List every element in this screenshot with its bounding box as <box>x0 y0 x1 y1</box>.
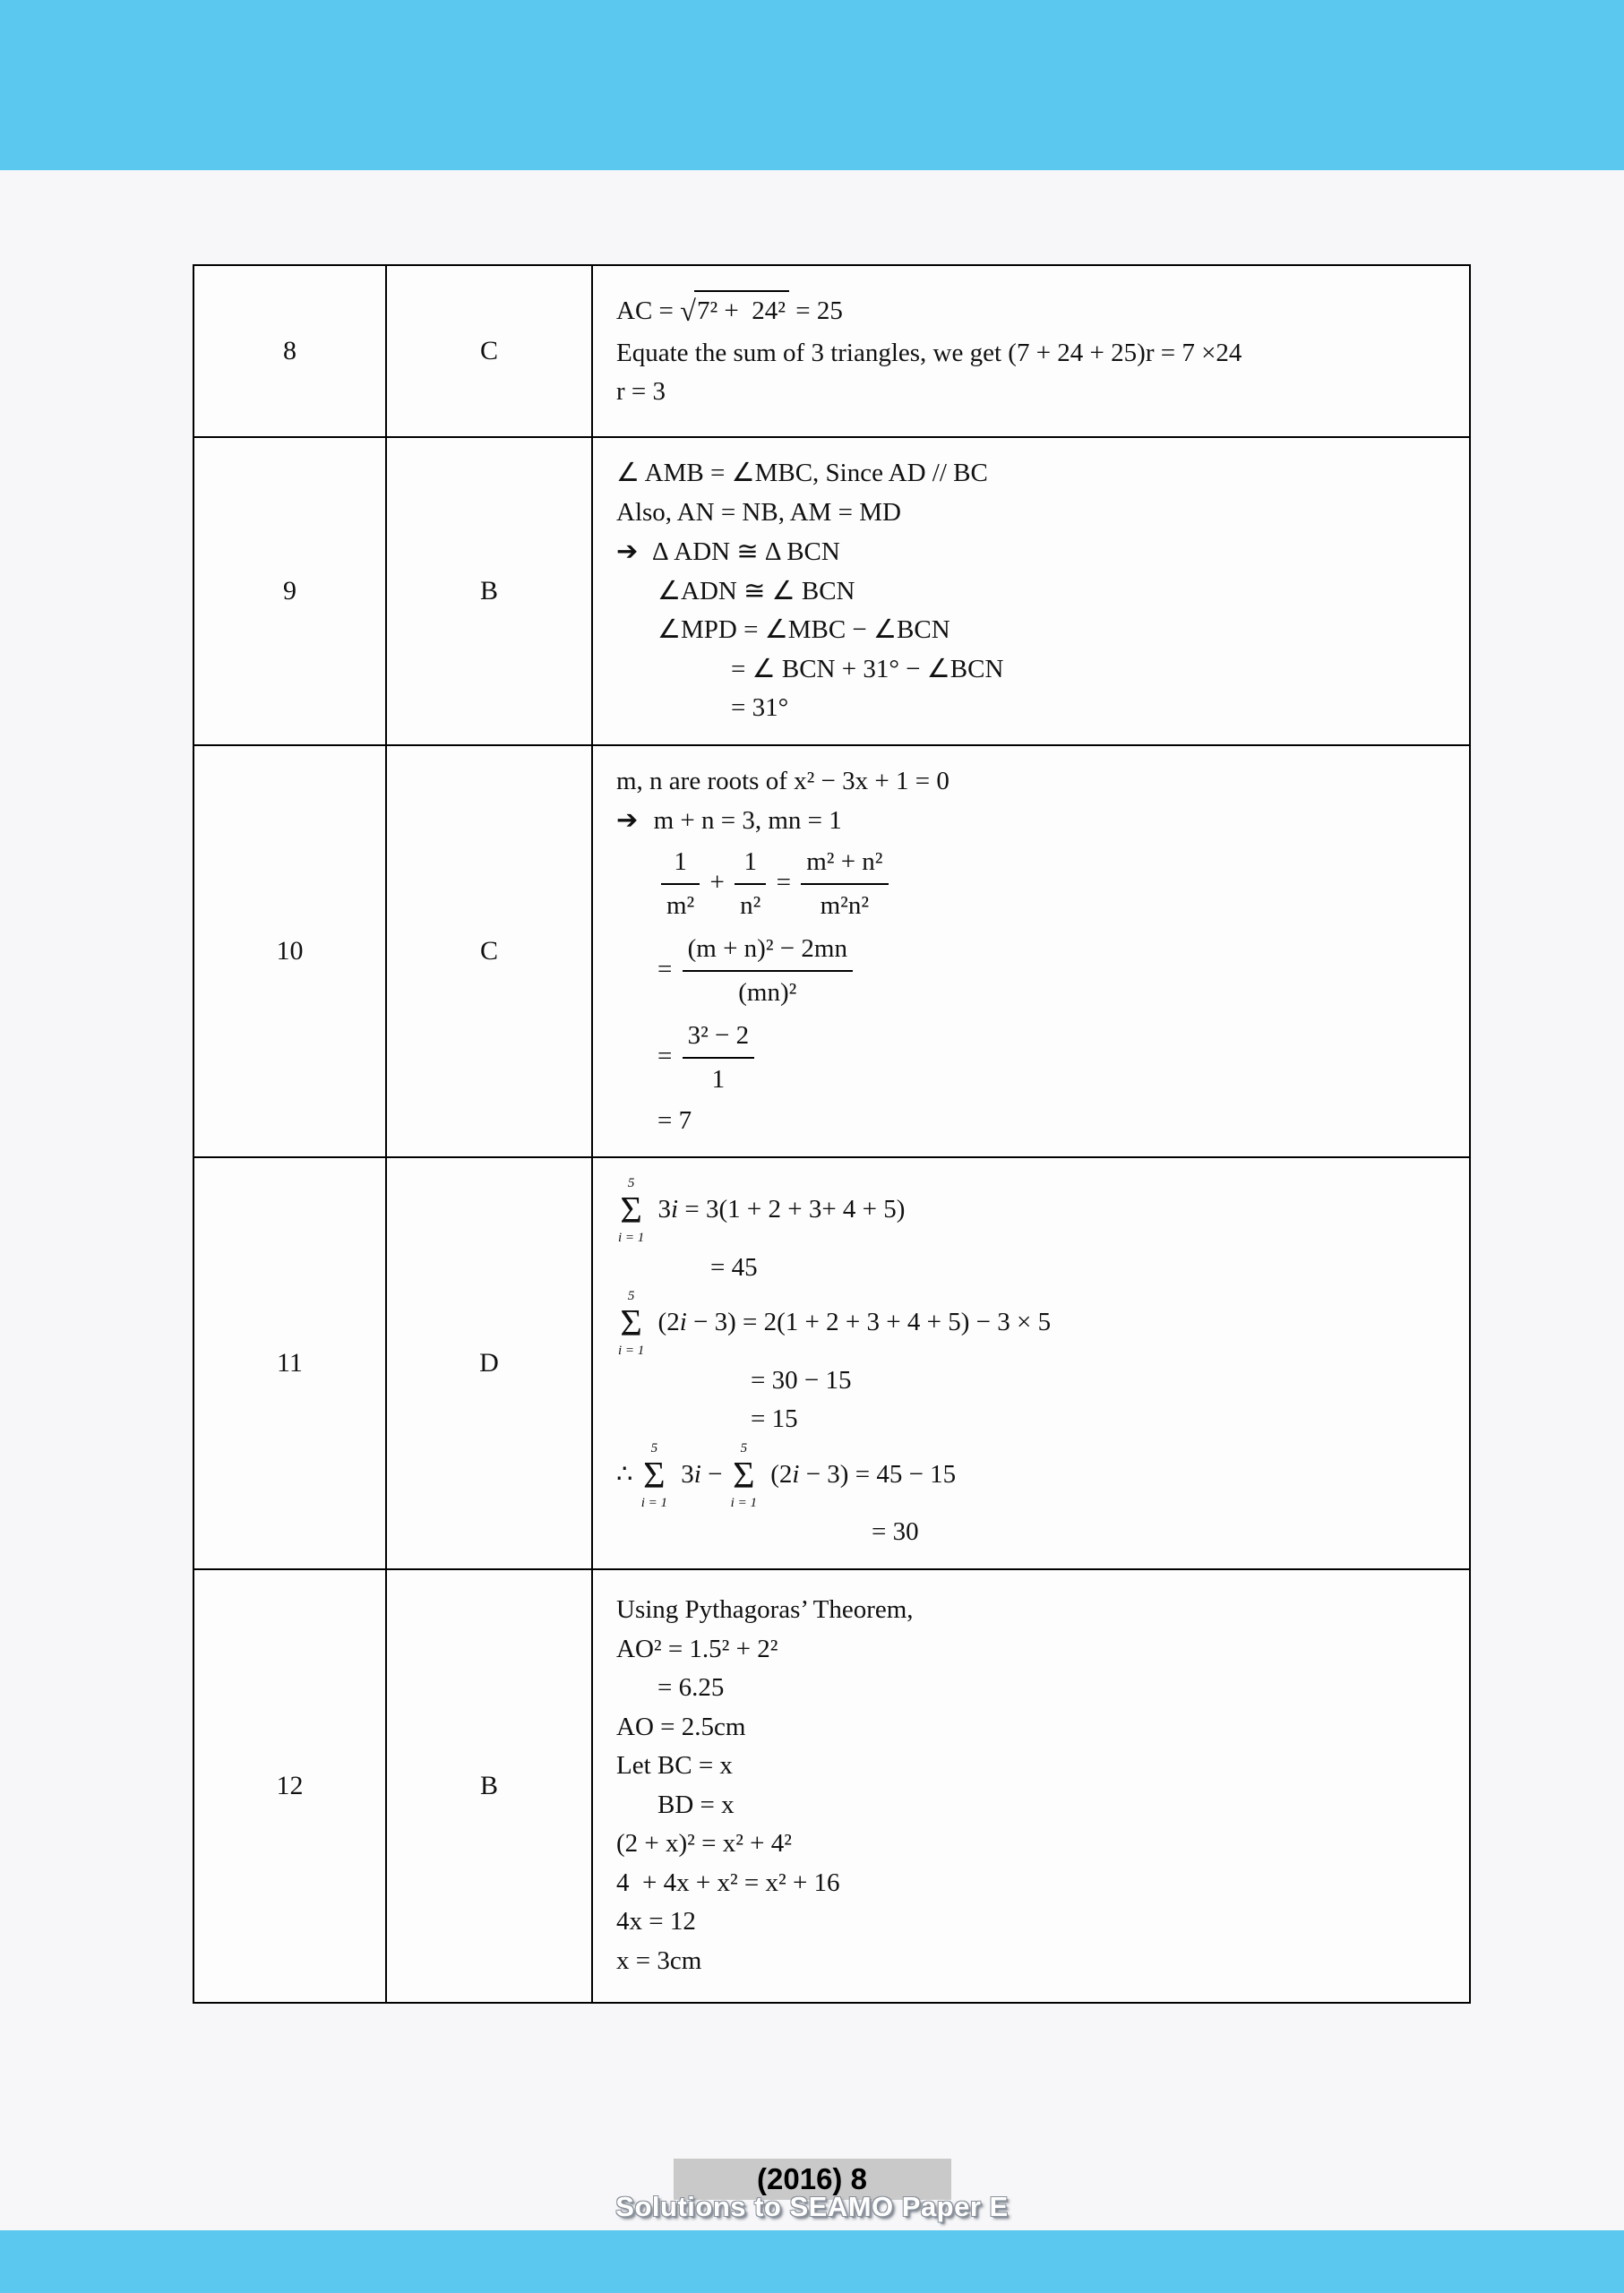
math-text: = 3(1 + 2 + 3+ 4 + 5) <box>678 1194 906 1224</box>
fraction <box>735 843 766 926</box>
math-text: 3² − 2 <box>687 1020 750 1050</box>
summation <box>618 1289 644 1360</box>
math-text: Δ ADN ≅ Δ BCN <box>647 537 840 566</box>
solution-line <box>616 532 1448 572</box>
solution-line <box>616 762 1448 802</box>
math-text: r = 3 <box>616 377 666 407</box>
math-text: = 45 <box>710 1252 758 1282</box>
math-text: AC = <box>616 296 681 326</box>
summation <box>731 1441 757 1512</box>
math-text: (2 + x)² = x² + 4² <box>616 1829 792 1859</box>
fraction-denominator <box>801 885 888 926</box>
math-text: 4x = 12 <box>616 1907 696 1937</box>
solution-cell <box>592 265 1470 437</box>
math-text: = <box>657 1041 679 1070</box>
fraction-numerator <box>661 843 700 886</box>
table-row <box>193 1569 1470 2003</box>
solution-cell <box>592 745 1470 1158</box>
math-text: − 3) = 2(1 + 2 + 3 + 4 + 5) − 3 × 5 <box>686 1308 1052 1337</box>
math-text: + <box>703 867 732 897</box>
math-text: 1 <box>674 846 687 876</box>
answer-cell: B <box>386 1569 592 2003</box>
math-text: Also, AN = NB, AM = MD <box>616 497 901 527</box>
question-number-cell: 12 <box>193 1569 386 2003</box>
solution-line <box>657 841 1448 928</box>
summation <box>641 1441 667 1512</box>
solution-line <box>616 1864 1448 1903</box>
solution-line <box>751 1361 1448 1401</box>
math-variable: i <box>679 1308 687 1337</box>
summation-lower-limit: i = 1 <box>640 1496 667 1511</box>
math-text: − 3) = 45 − 15 <box>799 1459 957 1489</box>
sigma-icon: Σ <box>620 1190 642 1232</box>
math-text: Equate the sum of 3 triangles, we get (7 + 24 + 25)r = 7 ×24 <box>616 338 1242 367</box>
question-number-cell: 11 <box>193 1157 386 1569</box>
math-text: m² + n² <box>806 846 883 876</box>
summation-upper-limit: 5 <box>627 1176 635 1190</box>
solution-line <box>616 1902 1448 1942</box>
math-text: = 7 <box>657 1105 692 1135</box>
solution-cell <box>592 437 1470 745</box>
math-text: ∠MPD = ∠MBC − ∠BCN <box>657 615 950 644</box>
sigma-icon: Σ <box>620 1303 642 1345</box>
fraction-denominator <box>683 972 853 1013</box>
solution-line <box>657 611 1448 650</box>
solution-cell <box>592 1569 1470 2003</box>
math-text: ∠ADN ≅ ∠ BCN <box>657 576 855 605</box>
solution-line <box>657 572 1448 612</box>
solutions-table <box>193 264 1471 2004</box>
math-variable: i <box>671 1194 679 1224</box>
solution-line <box>616 1591 1448 1630</box>
answer-cell: C <box>386 745 592 1158</box>
math-text: m²n² <box>820 891 870 920</box>
fraction <box>801 843 888 926</box>
solution-line <box>731 689 1448 728</box>
solution-line <box>616 1630 1448 1670</box>
math-text: 4 + 4x + x² = x² + 16 <box>616 1868 840 1897</box>
solution-line <box>616 1174 1448 1249</box>
math-text: 3 <box>651 1194 672 1224</box>
fraction-numerator <box>683 1017 755 1060</box>
solution-line <box>616 1287 1448 1361</box>
fraction <box>661 843 700 926</box>
math-text: AO² = 1.5² + 2² <box>616 1634 778 1663</box>
math-text: = 30 − 15 <box>751 1365 852 1395</box>
solution-line <box>657 1102 1448 1141</box>
solution-line <box>657 1786 1448 1825</box>
answer-cell: B <box>386 437 592 745</box>
summation-lower-limit: i = 1 <box>730 1496 757 1511</box>
summation-upper-limit: 5 <box>650 1440 658 1456</box>
math-text: AO = 2.5cm <box>616 1712 746 1741</box>
math-text: (m + n)² − 2mn <box>687 933 847 963</box>
math-text: 1 <box>711 1065 726 1094</box>
math-text: − <box>700 1459 729 1489</box>
solution-line <box>657 928 1448 1015</box>
solution-line <box>616 290 1448 334</box>
solutions-table-body <box>193 265 1470 2003</box>
fraction-numerator <box>683 930 853 973</box>
footer-reference: (2016) 8 <box>757 2162 867 2195</box>
math-text: 7² + 24² <box>696 296 786 326</box>
math-text: m, n are roots of x² − 3x + 1 = 0 <box>616 766 949 795</box>
math-text: = <box>657 954 679 983</box>
square-root <box>680 290 789 334</box>
question-number-cell: 8 <box>193 265 386 437</box>
summation-lower-limit: i = 1 <box>618 1344 645 1359</box>
math-text: ∠ AMB = ∠MBC, Since AD // BC <box>616 459 988 487</box>
table-row <box>193 437 1470 745</box>
solution-line <box>616 494 1448 533</box>
math-text: Let BC = x <box>616 1751 733 1781</box>
answer-cell: D <box>386 1157 592 1569</box>
table-row <box>193 745 1470 1158</box>
fraction-denominator <box>661 885 700 926</box>
table-row <box>193 265 1470 437</box>
math-variable: i <box>693 1459 701 1489</box>
fraction <box>683 1017 755 1100</box>
math-text: = 31° <box>731 693 789 722</box>
arrow-icon: ➔ <box>616 536 639 566</box>
math-text: n² <box>740 891 761 920</box>
arrow-icon: ➔ <box>616 804 639 835</box>
fraction-denominator <box>683 1059 755 1100</box>
solution-cell <box>592 1157 1470 1569</box>
fraction-denominator <box>735 885 766 926</box>
solution-line <box>616 1747 1448 1786</box>
answer-cell: C <box>386 265 592 437</box>
solution-line <box>616 373 1448 412</box>
fraction <box>683 930 853 1013</box>
solution-line <box>616 1942 1448 1981</box>
solution-line <box>872 1513 1448 1552</box>
solution-line <box>616 1708 1448 1748</box>
math-text: = ∠ BCN + 31° − ∠BCN <box>731 654 1004 683</box>
solution-line <box>657 1669 1448 1708</box>
solution-line <box>657 1015 1448 1102</box>
math-text: 3 <box>675 1459 694 1489</box>
solution-line <box>751 1400 1448 1439</box>
sigma-icon: Σ <box>733 1455 755 1497</box>
solution-line <box>731 650 1448 690</box>
math-text: Using Pythagoras’ Theorem, <box>616 1595 914 1625</box>
solution-line <box>616 454 1448 494</box>
solution-line <box>710 1249 1448 1288</box>
summation-lower-limit: i = 1 <box>618 1231 645 1246</box>
table-row <box>193 1157 1470 1569</box>
solution-line <box>616 1439 1448 1514</box>
radicand <box>694 290 789 331</box>
question-number-cell: 9 <box>193 437 386 745</box>
math-variable: i <box>792 1459 800 1489</box>
math-text: = <box>769 867 798 897</box>
radical-sign-icon: √ <box>680 296 696 329</box>
bottom-band <box>0 2230 1624 2293</box>
summation-upper-limit: 5 <box>627 1289 635 1304</box>
math-text: = 30 <box>872 1517 919 1547</box>
math-text: = 15 <box>751 1404 798 1434</box>
math-text: (2 <box>651 1308 680 1337</box>
math-text: m + n = 3, mn = 1 <box>647 806 842 835</box>
summation-upper-limit: 5 <box>740 1440 748 1456</box>
math-text: m² <box>666 891 695 920</box>
math-text: = 25 <box>788 296 843 326</box>
sigma-icon: Σ <box>643 1455 666 1497</box>
footer-title: Solutions to SEAMO Paper E <box>615 2191 1009 2222</box>
math-text: (2 <box>763 1459 793 1489</box>
solution-line <box>616 1825 1448 1864</box>
math-text: BD = x <box>657 1790 735 1819</box>
question-number-cell: 10 <box>193 745 386 1158</box>
solution-line <box>616 334 1448 374</box>
summation <box>618 1176 644 1247</box>
top-band <box>0 0 1624 170</box>
math-text: = 6.25 <box>657 1673 725 1703</box>
fraction-numerator <box>735 843 766 886</box>
solution-line <box>616 801 1448 841</box>
math-text: x = 3cm <box>616 1945 702 1975</box>
math-text: ∴ <box>616 1459 640 1489</box>
math-text: (mn)² <box>738 978 797 1007</box>
math-text: 1 <box>743 846 757 876</box>
fraction-numerator <box>801 843 888 886</box>
